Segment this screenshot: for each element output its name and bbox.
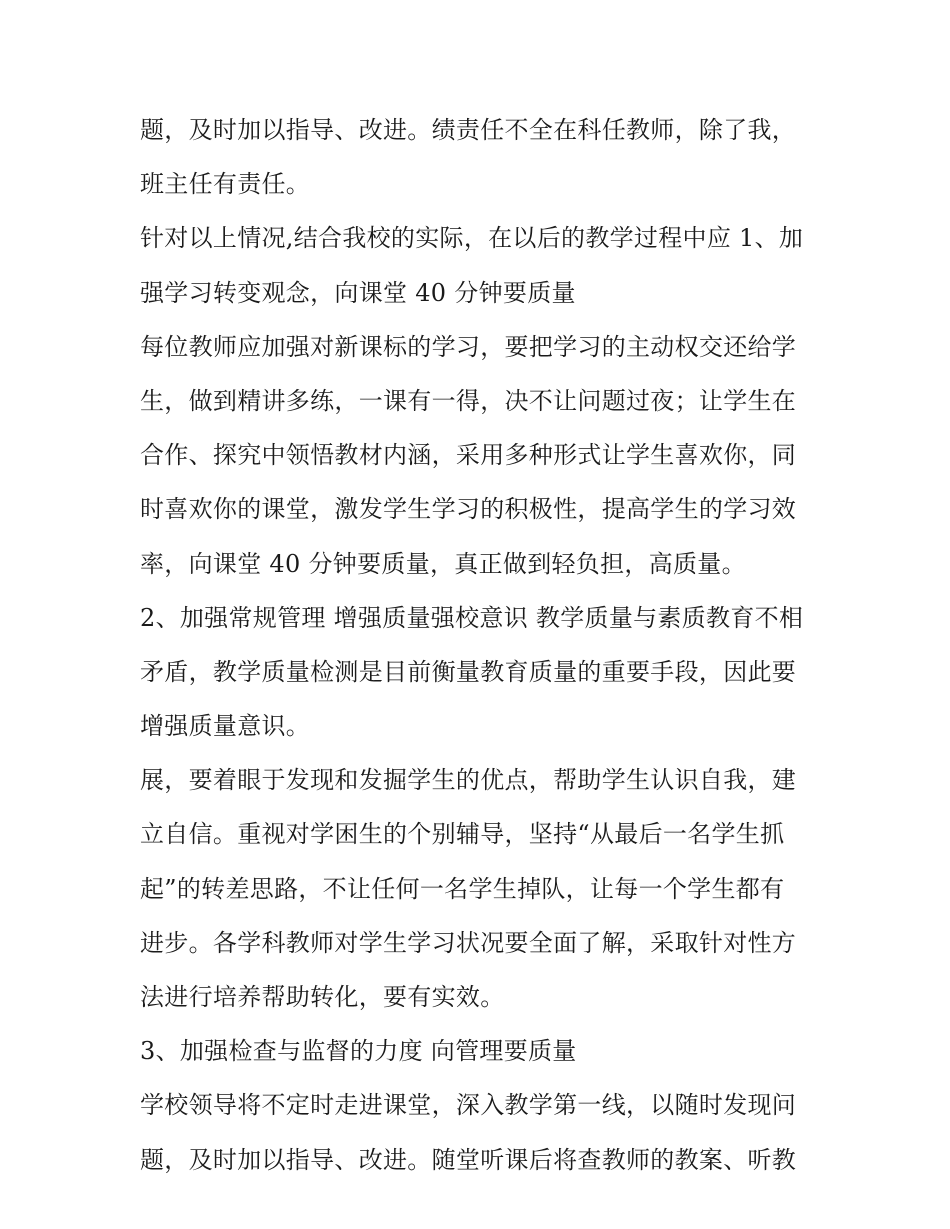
text-line: 增强质量意识。 — [140, 712, 311, 741]
text-line: 3、加强检查与监督的力度 向管理要质量 — [140, 1037, 577, 1066]
text-line: 法进行培养帮助转化，要有实效。 — [140, 983, 505, 1011]
text-line: 展，要着眼于发现和发掘学生的优点，帮助学生认识自我，建 — [140, 766, 797, 795]
text-line: 2、加强常规管理 增强质量强校意识 教学质量与素质教育不相 — [140, 603, 804, 632]
text-line: 强学习转变观念，向课堂 40 分钟要质量 — [140, 278, 576, 307]
text-line: 矛盾，教学质量检测是目前衡量教育质量的重要手段，因此要 — [140, 657, 797, 686]
text-line: 立自信。重视对学困生的个别辅导，坚持“从最后一名学生抓 — [140, 820, 785, 849]
text-line: 每位教师应加强对新课标的学习，要把学习的主动权交还给学 — [140, 332, 797, 361]
text-line: 时喜欢你的课堂，激发学生学习的积极性，提高学生的学习效 — [140, 495, 797, 524]
document-body — [140, 103, 820, 1187]
text-line: 进步。各学科教师对学生学习状况要全面了解，采取针对性方 — [140, 928, 797, 957]
text-line: 针对以上情况,结合我校的实际，在以后的教学过程中应 1、加 — [140, 224, 804, 253]
text-line: 学校领导将不定时走进课堂，深入教学第一线，以随时发现问 — [140, 1091, 797, 1120]
text-line: 生，做到精讲多练，一课有一得，决不让问题过夜；让学生在 — [140, 386, 797, 415]
text-line: 合作、探究中领悟教材内涵，采用多种形式让学生喜欢你，同 — [140, 441, 797, 470]
text-line: 率，向课堂 40 分钟要质量，真正做到轻负担，高质量。 — [140, 549, 746, 578]
text-line: 起”的转差思路，不让任何一名学生掉队，让每一个学生都有 — [140, 874, 785, 903]
text-line: 班主任有责任。 — [140, 170, 311, 199]
text-line: 题，及时加以指导、改进。随堂听课后将查教师的教案、听教 — [140, 1145, 797, 1174]
text-line: 题，及时加以指导、改进。绩责任不全在科任教师，除了我， — [140, 116, 797, 144]
